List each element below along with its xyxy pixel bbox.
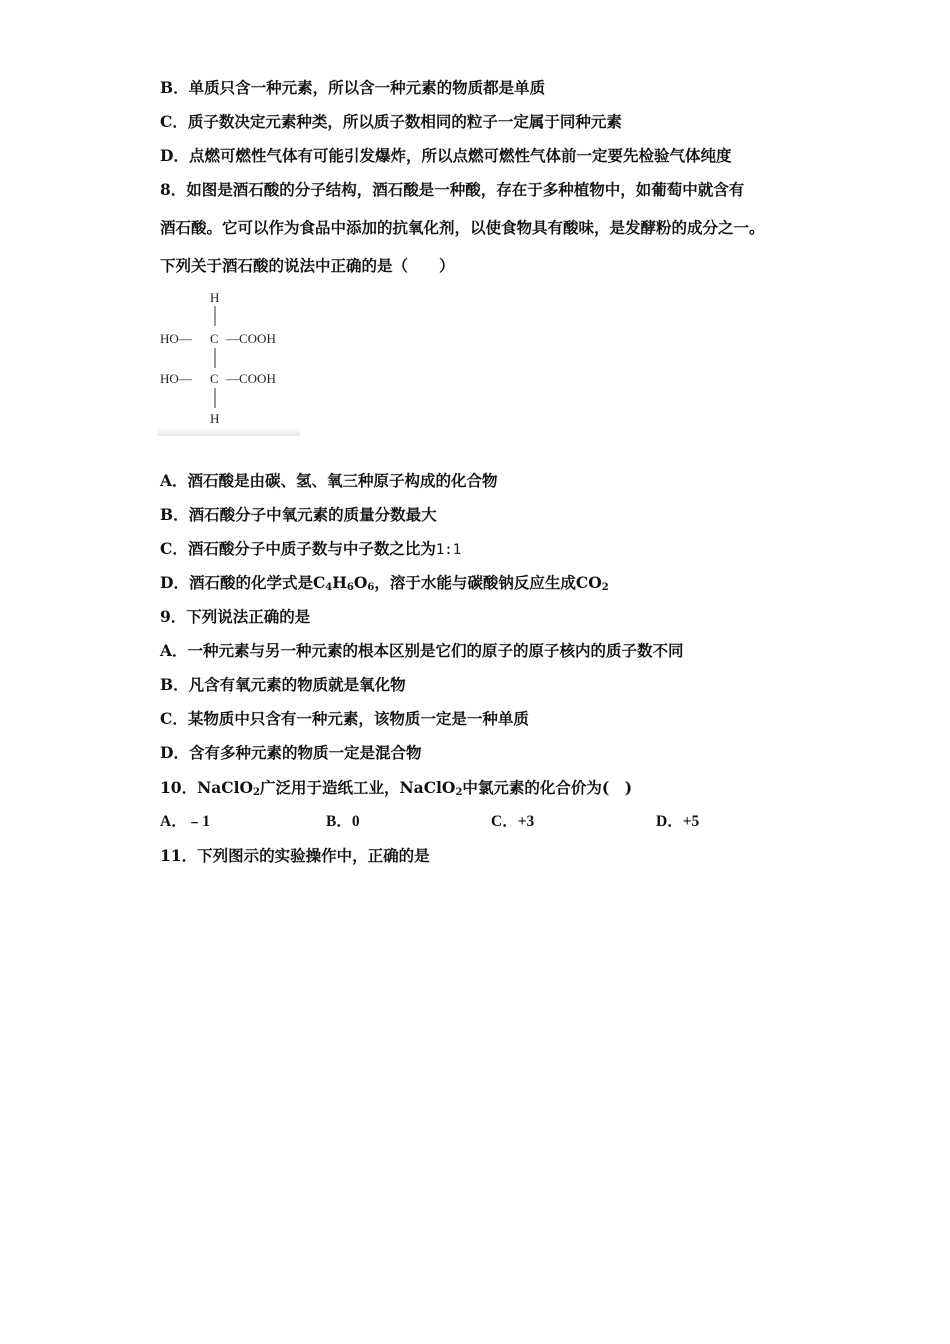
q10-option-c: C．+3 — [491, 813, 535, 830]
q10-option-a: A．﹣1 — [160, 813, 210, 830]
formula-co-sub: 2 — [601, 582, 609, 593]
formula-o-sub: 6 — [367, 582, 375, 593]
ratio-value: 1:1 — [435, 542, 462, 558]
q8-option-c — [160, 539, 461, 560]
group-cooh-1: —COOH — [226, 331, 276, 346]
q10-stem-suffix: 中氯元素的化合价为( ) — [462, 778, 633, 797]
q8-option-b: B．酒石酸分子中氧元素的质量分数最大 — [160, 505, 437, 524]
q9-option-d: D．含有多种元素的物质一定是混合物 — [160, 743, 422, 762]
option-d-prev: D．点燃可燃性气体有可能引发爆炸，所以点燃可燃性气体前一定要先检验气体纯度 — [160, 146, 732, 165]
formula-c-sub: 4 — [325, 582, 333, 593]
q9-option-c: C．某物质中只含有一种元素，该物质一定是一种单质 — [160, 709, 529, 728]
figure-shadow — [158, 428, 300, 436]
q10-sub-2: 2 — [455, 787, 463, 798]
atom-c1: C — [210, 331, 219, 346]
formula-o: O — [353, 573, 368, 592]
atom-h-bottom: H — [210, 411, 220, 426]
option-c-prev: C．质子数决定元素种类，所以质子数相同的粒子一定属于同种元素 — [160, 112, 622, 131]
q10-option-b: B．0 — [326, 813, 360, 830]
q10-option-d: D．+5 — [656, 813, 700, 830]
group-ho-2: HO— — [160, 371, 192, 386]
tartaric-acid-structure — [158, 284, 300, 436]
q8-stem-line3: 下列关于酒石酸的说法中正确的是（ ） — [160, 256, 455, 275]
q9-option-b: B．凡含有氧元素的物质就是氧化物 — [160, 675, 406, 694]
q9-option-a: A．一种元素与另一种元素的根本区别是它们的原子的原子核内的质子数不同 — [160, 641, 684, 660]
q11-stem: 11．下列图示的实验操作中，正确的是 — [160, 846, 430, 865]
formula-co: CO — [575, 573, 602, 592]
formula-c: C — [312, 573, 326, 592]
formula-h: H — [332, 573, 347, 592]
q10-stem — [160, 778, 632, 803]
group-ho-1: HO— — [160, 331, 192, 346]
q8-stem-line2: 酒石酸。它可以作为食品中添加的抗氧化剂，以使食物具有酸味，是发酵粉的成分之一。 — [160, 218, 765, 237]
q8-option-d-text: D．酒石酸的化学式是 — [160, 573, 313, 592]
option-b-prev: B．单质只含一种元素，所以含一种元素的物质都是单质 — [160, 78, 546, 97]
q10-sub-1: 2 — [253, 787, 260, 798]
atom-h-top: H — [210, 290, 220, 305]
group-cooh-2: —COOH — [226, 371, 276, 386]
q8-option-a: A．酒石酸是由碳、氢、氧三种原子构成的化合物 — [160, 471, 498, 490]
q10-stem-mid: 广泛用于造纸工业，NaClO — [259, 778, 456, 797]
q8-stem-line1: 8．如图是酒石酸的分子结构，酒石酸是一种酸，存在于多种植物中，如葡萄中就含有 — [160, 180, 745, 199]
q8-option-d — [160, 573, 609, 598]
q8-option-c-text: C．酒石酸分子中质子数与中子数之比为 — [160, 539, 436, 558]
q8-option-d-mid: ，溶于水能与碳酸钠反应生成 — [374, 573, 576, 592]
atom-c2: C — [210, 371, 219, 386]
formula-h-sub: 6 — [346, 582, 354, 593]
q9-stem: 9．下列说法正确的是 — [160, 607, 311, 626]
q10-stem-prefix: 10．NaClO — [160, 778, 254, 797]
